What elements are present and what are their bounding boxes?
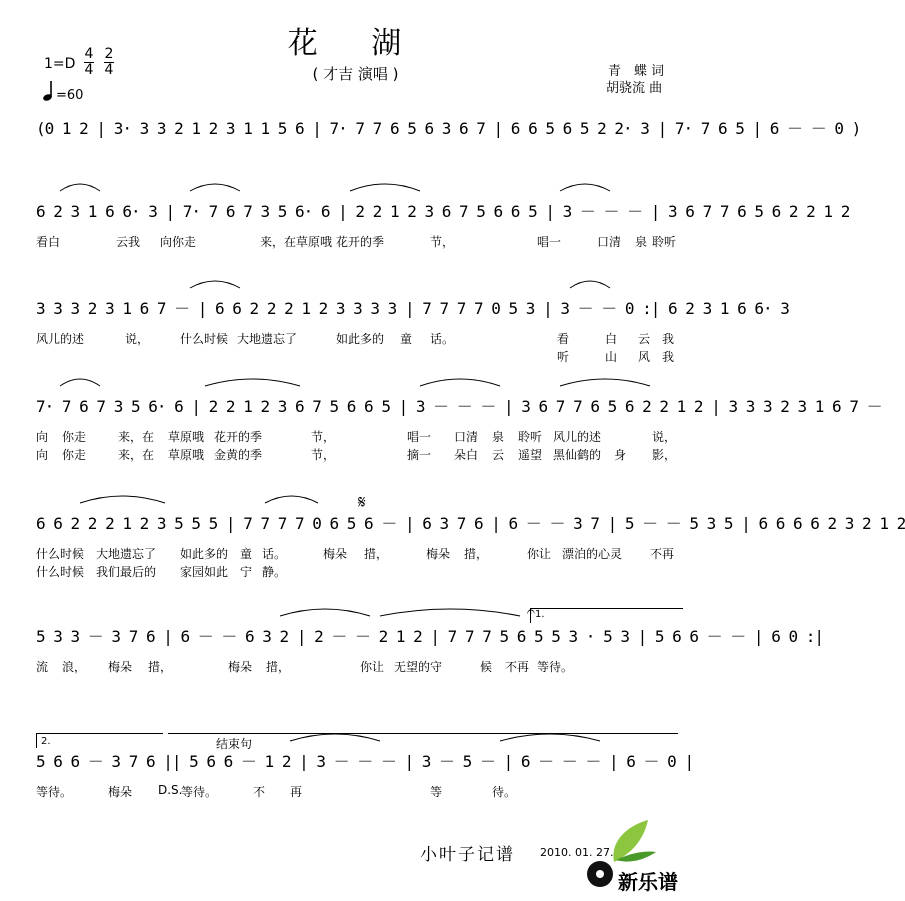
lyric-syllable: 不再 xyxy=(650,547,675,561)
lyric-syllable-verse2: 节， xyxy=(311,448,336,462)
transcription-date: 2010. 01. 27. xyxy=(540,846,614,859)
slur-arc xyxy=(280,609,370,616)
lyric-syllable: 什么时候 xyxy=(36,547,85,561)
site-logo-text: 新乐谱 xyxy=(618,870,678,894)
composer-credit: 胡骁流 曲 xyxy=(606,81,663,96)
coda-bracket xyxy=(168,733,678,734)
slur-arc xyxy=(290,734,380,741)
lyric-syllable: 等待。 xyxy=(537,660,574,674)
lyric-syllable: 节， xyxy=(311,430,336,444)
lyric-syllable: 花开的季 xyxy=(214,430,263,444)
coda-label: 结束句 xyxy=(216,737,253,751)
lyric-syllable-verse2: 朵白 xyxy=(454,448,479,462)
volta-2-bracket: 2. xyxy=(36,733,163,748)
tempo-marking: =60 xyxy=(56,88,84,103)
notation-line: 5 3 3 － 3 7 6 | 6 － － 6 3 2 | 2 － － 2 1 2 | 7 7 7 5 6 5 5 3 · 5 3 | 5 6 6 － － | 6 0 :| xyxy=(36,627,823,646)
slur-arc xyxy=(560,379,650,386)
lyric-syllable: 口清 xyxy=(454,430,479,444)
lyric-syllable: 梅朵 xyxy=(323,547,348,561)
notation-line: 6 2 3 1 6 6· 3 | 7· 7 6 7 3 5 6· 6 | 2 2 1 2 3 6 7 5 6 6 5 | 3 － － － | 3 6 7 7 6 5 6 2 2 1 2 xyxy=(36,202,850,221)
fermata-icon: 𝄐 xyxy=(527,604,535,620)
lyric-syllable: 花开的季 xyxy=(336,235,385,249)
lyric-syllable: 浪， xyxy=(62,660,87,674)
lyric-syllable: 梅朵 xyxy=(108,785,133,799)
slur-arc xyxy=(265,496,318,503)
lyric-syllable: 来，在 xyxy=(118,430,155,444)
slur-arc xyxy=(190,281,240,288)
slur-arc xyxy=(500,734,600,741)
lyric-syllable: 说， xyxy=(125,332,150,346)
lyric-syllable: 漂泊的心灵 xyxy=(562,547,623,561)
lyric-syllable-verse2: 家园如此 xyxy=(180,565,229,579)
lyric-syllable: 节， xyxy=(430,235,455,249)
slur-arc xyxy=(60,379,100,386)
lyric-syllable-verse2: 黑仙鹤的 xyxy=(553,448,602,462)
lyric-syllable: 向 xyxy=(36,430,49,444)
lyric-syllable-verse2: 我们最后的 xyxy=(96,565,157,579)
notation-line: 6 6 2 2 2 1 2 3 5 5 5 | 7 7 7 7 0 6 5 6 － | 6 3 7 6 | 6 － － 3 7 | 5 － － 5 3 5 | 6 6 6 6 2 3 2 1 2 xyxy=(36,514,905,533)
lyric-syllable: 梅朵 xyxy=(108,660,133,674)
slur-arc xyxy=(60,184,100,191)
lyric-syllable: 聆听 xyxy=(518,430,543,444)
song-title: 花 湖 xyxy=(287,26,424,61)
lyric-syllable: 看白 xyxy=(36,235,61,249)
lyric-syllable-verse2: 向 xyxy=(36,448,49,462)
slur-arc xyxy=(380,609,520,616)
lyric-syllable: 口清 xyxy=(597,235,622,249)
notation-line: (0 1 2 | 3· 3 3 2 1 2 3 1 1 5 6 | 7· 7 7 6 5 6 3 6 7 | 6 6 5 6 5 2 2· 3 | 7· 7 6 5 | 6 － － 0 ) xyxy=(36,119,861,138)
lyric-syllable: 不再 xyxy=(505,660,530,674)
lyric-syllable: 如此多的 xyxy=(180,547,229,561)
lyric-syllable: 梅朵 xyxy=(426,547,451,561)
lyric-syllable-verse2: 什么时候 xyxy=(36,565,85,579)
time-signature-4-4: 4 4 xyxy=(84,46,94,78)
lyric-syllable: 童 xyxy=(400,332,413,346)
slur-arc xyxy=(350,184,420,191)
lyric-syllable: 梅朵 xyxy=(228,660,253,674)
lyric-syllable: 措， xyxy=(148,660,173,674)
lyric-syllable: 如此多的 xyxy=(336,332,385,346)
lyric-syllable: 白 xyxy=(605,332,618,346)
lyric-syllable: 无望的守 xyxy=(394,660,443,674)
transcriber-signature: 小叶子记谱 xyxy=(420,845,515,865)
lyric-syllable: D.S. xyxy=(158,783,183,797)
slur-arc xyxy=(420,379,500,386)
lyric-syllable-verse2: 影， xyxy=(652,448,677,462)
lyric-syllable: 再 xyxy=(290,785,303,799)
lyric-syllable-verse2: 山 xyxy=(605,350,618,364)
lyric-syllable: 草原哦 xyxy=(168,430,205,444)
lyric-syllable: 话。 xyxy=(430,332,455,346)
notation-line: 7· 7 6 7 3 5 6· 6 | 2 2 1 2 3 6 7 5 6 6 5 | 3 － － － | 3 6 7 7 6 5 6 2 2 1 2 | 3 3 3 2 3 1 6 7 － xyxy=(36,397,882,416)
key-signature: 1=D xyxy=(44,56,76,72)
slur-arc xyxy=(560,184,610,191)
lyric-syllable: 不 xyxy=(253,785,266,799)
lyric-syllable: 看 xyxy=(557,332,570,346)
lyric-syllable-verse2: 你走 xyxy=(62,448,87,462)
lyric-syllable-verse2: 听 xyxy=(557,350,570,364)
lyric-syllable: 说， xyxy=(652,430,677,444)
lyric-syllable: 我 xyxy=(662,332,675,346)
lyric-syllable-verse2: 金黄的季 xyxy=(214,448,263,462)
lyric-syllable: 大地遗忘了 xyxy=(237,332,298,346)
segno-icon: 𝄋 xyxy=(358,492,366,513)
lyric-syllable: 你让 xyxy=(360,660,385,674)
lyric-syllable: 唱一 xyxy=(537,235,562,249)
slur-arc xyxy=(80,496,165,503)
lyric-syllable: 候 xyxy=(480,660,493,674)
lyric-syllable: 草原哦 xyxy=(296,235,333,249)
lyric-syllable: 唱一 xyxy=(407,430,432,444)
lyric-syllable: 风儿的述 xyxy=(36,332,85,346)
lyric-syllable: 话。 xyxy=(262,547,287,561)
lyric-syllable: 流 xyxy=(36,660,49,674)
lyric-syllable: 大地遗忘了 xyxy=(96,547,157,561)
lyric-syllable: 你走 xyxy=(62,430,87,444)
slur-arc xyxy=(190,184,240,191)
lyricist-credit: 青 蝶 词 xyxy=(608,64,665,79)
lyric-syllable-verse2: 身 xyxy=(614,448,627,462)
lyric-syllable-verse2: 我 xyxy=(662,350,675,364)
lyric-syllable-verse2: 草原哦 xyxy=(168,448,205,462)
notation-line: 5 6 6 － 3 7 6 || 5 6 6 － 1 2 | 3 － － － | 3 － 5 － | 6 － － － | 6 － 0 | xyxy=(36,752,694,771)
singer-credit: ( 才吉 演唱 ) xyxy=(312,65,399,83)
lyric-syllable-verse2: 摘一 xyxy=(407,448,432,462)
lyric-syllable: 待。 xyxy=(492,785,517,799)
lyric-syllable: 措， xyxy=(464,547,489,561)
lyric-syllable-verse2: 遥望 xyxy=(518,448,543,462)
lyric-syllable: 泉 xyxy=(635,235,648,249)
lyric-syllable: 云我 xyxy=(116,235,141,249)
slur-arc xyxy=(205,379,300,386)
slur-arc xyxy=(570,281,610,288)
lyric-syllable-verse2: 云 xyxy=(492,448,505,462)
lyric-syllable: 童 xyxy=(240,547,253,561)
lyric-syllable: 什么时候 xyxy=(180,332,229,346)
lyric-syllable: 来，在 xyxy=(260,235,297,249)
lyric-syllable: 等 xyxy=(430,785,443,799)
lyric-syllable: 你让 xyxy=(527,547,552,561)
lyric-syllable: 措， xyxy=(364,547,389,561)
lyric-syllable: 泉 xyxy=(492,430,505,444)
lyric-syllable: 风儿的述 xyxy=(553,430,602,444)
lyric-syllable: 云 xyxy=(638,332,651,346)
lyric-syllable: 等待。 xyxy=(36,785,73,799)
lyric-syllable: 聆听 xyxy=(652,235,677,249)
lyric-syllable-verse2: 来，在 xyxy=(118,448,155,462)
quarter-note-icon xyxy=(42,80,56,102)
lyric-syllable: 等待。 xyxy=(181,785,218,799)
lyric-syllable: 向你走 xyxy=(160,235,197,249)
lyric-syllable-verse2: 风 xyxy=(638,350,651,364)
time-signature-2-4: 2 4 xyxy=(104,46,114,78)
lyric-syllable-verse2: 宁 xyxy=(240,565,253,579)
notation-line: 3 3 3 2 3 1 6 7 － | 6 6 2 2 2 1 2 3 3 3 3 | 7 7 7 7 0 5 3 | 3 － － 0 :| 6 2 3 1 6 6· 3 xyxy=(36,299,789,318)
lyric-syllable: 措， xyxy=(266,660,291,674)
volta-1-bracket: 1. xyxy=(530,608,683,623)
lyric-syllable-verse2: 静。 xyxy=(262,565,287,579)
